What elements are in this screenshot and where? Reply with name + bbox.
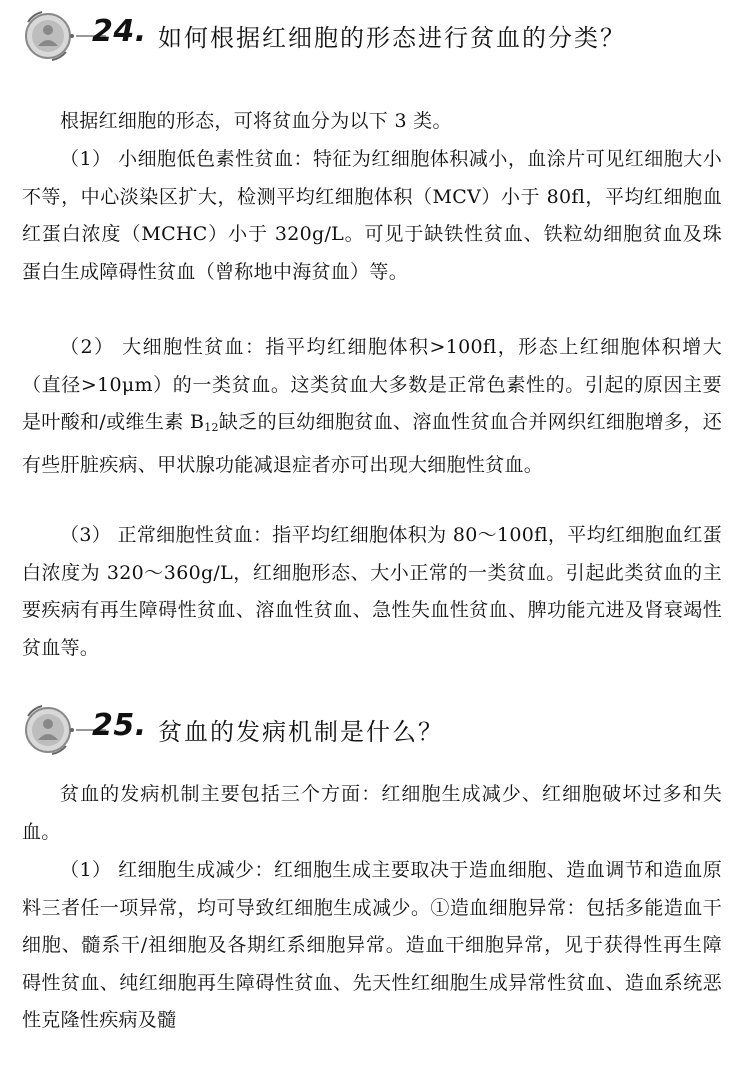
vitamin-subscript: 12	[204, 421, 219, 434]
paragraph-mechanism-intro: 贫血的发病机制主要包括三个方面：红细胞生成减少、红细胞破坏过多和失血。	[22, 783, 722, 843]
paragraph-microcytic: （1） 小细胞低色素性贫血：特征为红细胞体积减小，血涂片可见红细胞大小不等，中心淡染区扩大，检测平均红细胞体积（MCV）小于 80fl，平均红细胞血红蛋白浓度（MCHC）小于 320g/L。可见于缺铁性贫血、铁粒幼细胞贫血及珠蛋白生成障碍性贫血（曾称地中海贫血）等。	[22, 148, 722, 283]
doctor-badge-icon	[22, 8, 78, 64]
paragraph-macrocytic-part-b: 缺乏的巨幼细胞贫血、溶血性贫血合并网织红细胞增多，还有些肝脏疾病、甲状腺功能减退症者亦可出现大细胞性贫血。	[22, 411, 722, 476]
section-title: 如何根据红细胞的形态进行贫血的分类？	[158, 24, 626, 52]
paragraph-normocytic: （3） 正常细胞性贫血：指平均红细胞体积为 80～100fl，平均红细胞血红蛋白浓度为 320～360g/L，红细胞形态、大小正常的一类贫血。引起此类贫血的主要疾病有再生障碍性贫血、溶血性贫血、急性失血性贫血、脾功能亢进及肾衰竭性贫血等。	[22, 524, 722, 659]
section-title: 贫血的发病机制是什么？	[158, 718, 444, 746]
section-24-header	[18, 8, 738, 64]
paragraph-macrocytic-part-a: （2） 大细胞性贫血：指平均红细胞体积>100fl，形态上红细胞体积增大（直径>10μm）的一类贫血。这类贫血大多数是正常色素性的。引起的原因主要是叶酸和/或维生素 B	[22, 336, 722, 433]
paragraph-intro: 根据红细胞的形态，可将贫血分为以下 3 类。	[60, 110, 452, 132]
doctor-badge-icon	[22, 702, 78, 758]
paragraph-reduced-production: （1） 红细胞生成减少：红细胞生成主要取决于造血细胞、造血调节和造血原料三者任一项异常，均可导致红细胞生成减少。①造血细胞异常：包括多能造血干细胞、髓系干/祖细胞及各期红系细胞异常。造血干细胞异常，见于获得性再生障碍性贫血、纯红细胞再生障碍性贫血、先天性红细胞生成异常性贫血、造血系统恶性克隆性疾病及髓	[22, 859, 722, 1031]
section-number: 25.	[92, 708, 147, 743]
section-25-header	[18, 702, 738, 758]
section-number: 24.	[92, 14, 147, 49]
paragraph-macrocytic	[22, 329, 722, 484]
